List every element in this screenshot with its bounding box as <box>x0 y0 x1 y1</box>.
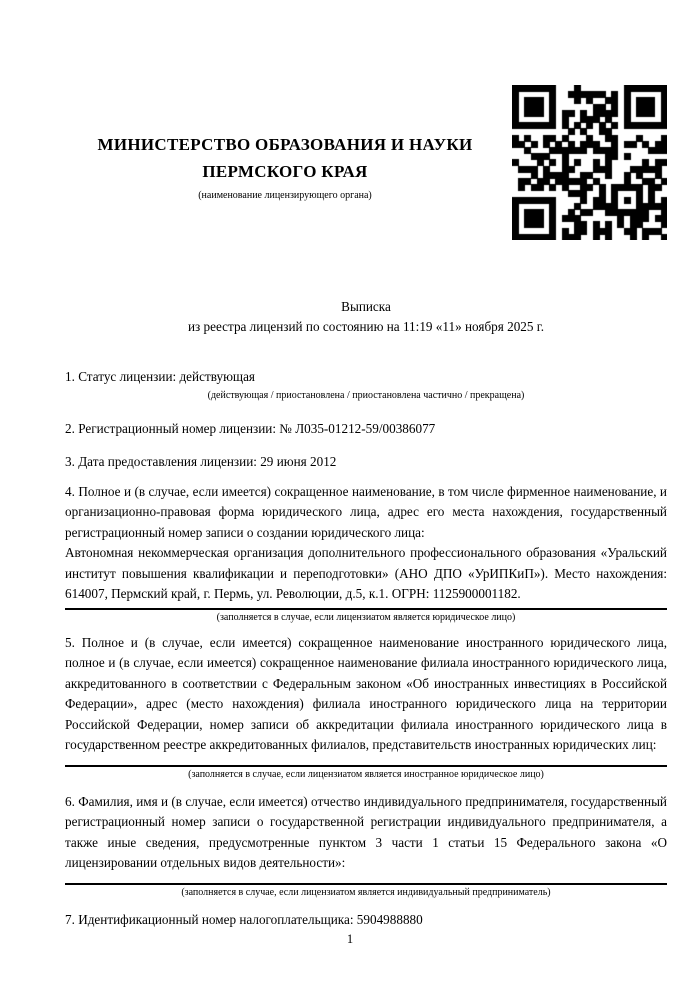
legal-entity-value: Автономная некоммерческая организация дополнительного профессионального образования «Уральский институт повышения квалификации и переподготовки» (АНО ДПО «УрИПКиП»). Место нахождения: 614007, Пермский край, г. Пермь, ул. Революции, д.5, к.1. ОГРН: 1125900001182. <box>65 545 667 601</box>
foreign-entity-description: 5. Полное и (в случае, если имеется) сокращенное наименование иностранного юридического лица, полное и (в случае, если имеется) сокращенное наименование филиала иностранного юридического лица, аккредитованного в соответствии с Федеральным законом «Об иностранных инвестициях в Российской Федерации», адрес (место нахождения) филиала иностранного юридического лица на территории Российской Федерации, номер записи об аккредитации филиала иностранного юридического лица в государственном реестре аккредитованных филиалов, представительств иностранных юридических лиц: <box>65 634 667 752</box>
licensing-authority-block <box>65 131 505 201</box>
individual-entrepreneur-description: 6. Фамилия, имя и (в случае, если имеется) отчество индивидуального предпринимателя, государственный регистрационный номер записи о государственной регистрации индивидуального предпринимателя, а также иные сведения, предусмотренные пунктом 3 части 1 статьи 15 Федерального закона «О лицензировании отдельных видов деятельности»: <box>65 793 667 870</box>
license-grant-date-text: 3. Дата предоставления лицензии: 29 июня 2012 <box>65 454 337 469</box>
blank-fill-space <box>65 756 667 762</box>
license-registration-number-text: 2. Регистрационный номер лицензии: № Л035-01212-59/00386077 <box>65 420 436 436</box>
individual-entrepreneur-caption: (заполняется в случае, если лицензиатом является индивидуальный предприниматель) <box>181 886 551 898</box>
legal-entity-description: 4. Полное и (в случае, если имеется) сокращенное наименование, в том числе фирменное наименование, и организационно-правовая форма юридического лица, адрес его места нахождения, государственный регистрационный номер записи о создании юридического лица: <box>65 483 667 540</box>
document-title-line1: Выписка <box>341 299 391 314</box>
licensing-authority-name <box>65 131 505 185</box>
qr-code-container <box>512 85 667 240</box>
licensing-authority-name-line1: МИНИСТЕРСТВО ОБРАЗОВАНИЯ И НАУКИ <box>97 135 473 154</box>
license-item-legal-entity <box>65 482 667 625</box>
fill-in-line <box>65 608 667 610</box>
license-item-registration-number <box>65 419 667 440</box>
fill-in-line <box>65 883 667 885</box>
document-title-line2: из реестра лицензий по состоянию на 11:19 «11» ноября 2025 г. <box>187 319 545 334</box>
blank-fill-space <box>65 874 667 880</box>
licensing-authority-caption: (наименование лицензирующего органа) <box>198 190 372 201</box>
document-title <box>65 297 667 337</box>
legal-entity-caption: (заполняется в случае, если лицензиатом является юридическое лицо) <box>216 611 516 623</box>
license-status-text: 1. Статус лицензии: действующая <box>65 369 256 384</box>
license-items <box>65 367 667 930</box>
license-item-taxpayer-number <box>65 910 667 931</box>
page-number: 1 <box>346 932 354 946</box>
license-item-grant-date <box>65 452 667 473</box>
qr-code-icon <box>512 85 667 240</box>
license-item-individual-entrepreneur <box>65 792 667 900</box>
license-status-caption: (действующая / приостановлена / приостановлена частично / прекращена) <box>207 389 525 401</box>
foreign-entity-caption: (заполняется в случае, если лицензиатом является иностранное юридическое лицо) <box>188 768 544 780</box>
license-item-status <box>65 367 667 403</box>
taxpayer-number-text: 7. Идентификационный номер налогоплательщика: 5904988880 <box>65 911 423 927</box>
fill-in-line <box>65 765 667 767</box>
document-header <box>65 85 667 240</box>
licensing-authority-name-line2: ПЕРМСКОГО КРАЯ <box>202 162 368 181</box>
license-item-foreign-entity <box>65 633 667 782</box>
